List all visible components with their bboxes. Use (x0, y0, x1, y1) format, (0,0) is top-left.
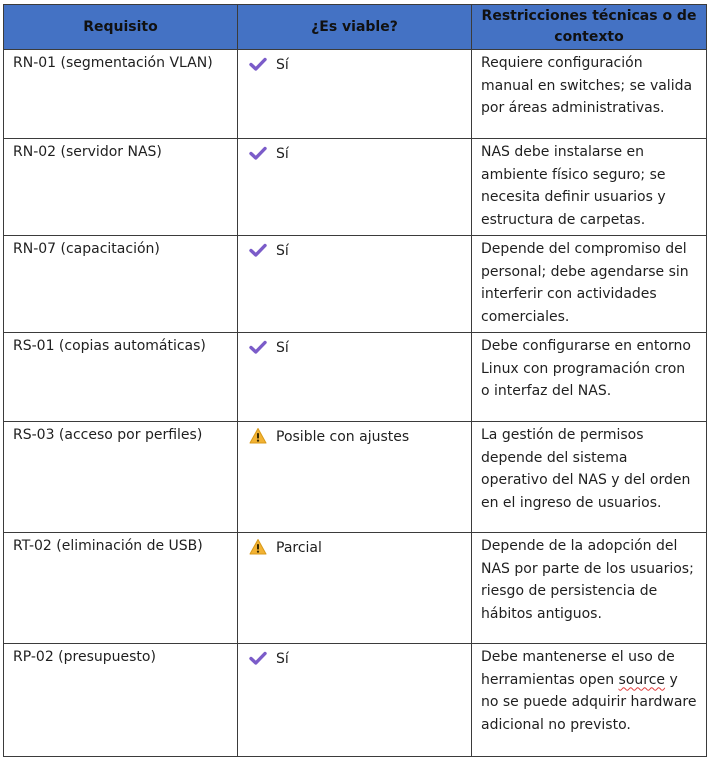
viable-label: Sí (276, 651, 289, 667)
table-row (4, 333, 707, 422)
cell-viable (238, 333, 472, 422)
cell-requisito: RS-01 (copias automáticas) (4, 333, 238, 422)
table-row (4, 644, 707, 757)
cell-restricciones: Depende de la adopción del NAS por parte de los usuarios; riesgo de persistencia de hábitos antiguos. (472, 533, 707, 644)
cell-requisito: RS-03 (acceso por perfiles) (4, 422, 238, 533)
spellcheck-marked-word: source (618, 671, 666, 688)
header-viable: ¿Es viable? (238, 5, 472, 50)
cell-restricciones: NAS debe instalarse en ambiente físico seguro; se necesita definir usuarios y estructura de carpetas. (472, 139, 707, 236)
check-icon (249, 241, 267, 259)
check-icon (249, 338, 267, 356)
header-requisito: Requisito (4, 5, 238, 50)
cell-restricciones (472, 644, 707, 757)
cell-viable (238, 533, 472, 644)
requirements-table (3, 4, 707, 757)
table-row (4, 236, 707, 333)
restricciones-text-pre: Debe mantenerse el uso de herramientas open (481, 649, 675, 688)
warning-icon (249, 538, 267, 556)
viable-label: Parcial (276, 540, 322, 556)
table-header-row (4, 5, 707, 50)
cell-requisito: RT-02 (eliminación de USB) (4, 533, 238, 644)
cell-requisito: RN-02 (servidor NAS) (4, 139, 238, 236)
cell-viable (238, 422, 472, 533)
viable-label: Posible con ajustes (276, 429, 410, 445)
header-restricciones: Restricciones técnicas o de contexto (472, 5, 707, 50)
cell-restricciones: Requiere configuración manual en switches; se valida por áreas administrativas. (472, 50, 707, 139)
cell-requisito: RN-01 (segmentación VLAN) (4, 50, 238, 139)
cell-restricciones: Debe configurarse en entorno Linux con programación cron o interfaz del NAS. (472, 333, 707, 422)
check-icon (249, 649, 267, 667)
cell-restricciones: Depende del compromiso del personal; debe agendarse sin interferir con actividades comerciales. (472, 236, 707, 333)
cell-restricciones: La gestión de permisos depende del sistema operativo del NAS y del orden en el ingreso de usuarios. (472, 422, 707, 533)
cell-viable (238, 644, 472, 757)
cell-viable (238, 50, 472, 139)
check-icon (249, 55, 267, 73)
cell-requisito: RP-02 (presupuesto) (4, 644, 238, 757)
viable-label: Sí (276, 340, 289, 356)
cell-viable (238, 139, 472, 236)
cell-requisito: RN-07 (capacitación) (4, 236, 238, 333)
table-row (4, 422, 707, 533)
restricciones-text-post: y no se puede adquirir hardware adicional no previsto. (481, 671, 697, 733)
cell-viable (238, 236, 472, 333)
viable-label: Sí (276, 146, 289, 162)
table-row (4, 139, 707, 236)
viable-label: Sí (276, 243, 289, 259)
table-row (4, 50, 707, 139)
warning-icon (249, 427, 267, 445)
viable-label: Sí (276, 57, 289, 73)
table-row (4, 533, 707, 644)
check-icon (249, 144, 267, 162)
